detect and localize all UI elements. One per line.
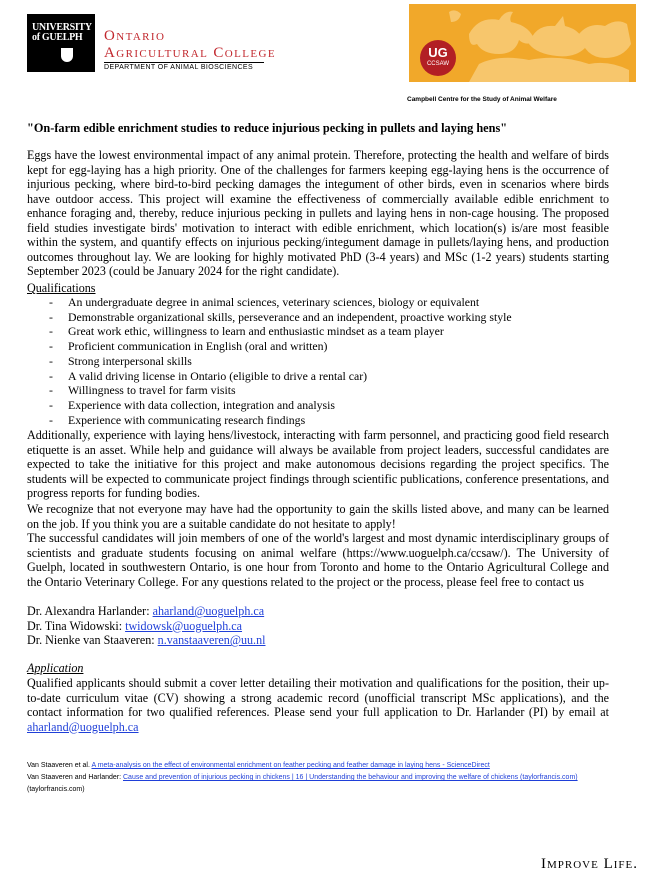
reference-suffix: (taylorfrancis.com) — [27, 786, 85, 793]
additionally-paragraph: Additionally, experience with laying hens/livestock, interacting with farm personnel, and practicing good field research etiquette is an asset. While help and guidance will always be available from project leaders, successful candidates are expected to take the initiative for this project and make autonomous decisions regarding the project specifics. The students will be expected to communicate project findings through scientific publications, conference presentations, and progress reports for funding bodies. — [27, 428, 609, 500]
contact-email-link[interactable]: twidowsk@uoguelph.ca — [125, 618, 243, 633]
contact-row — [27, 619, 242, 634]
bullet-dash: - — [49, 295, 53, 309]
contact-row — [27, 633, 266, 648]
application-email-link[interactable]: aharland@uoguelph.ca — [27, 719, 139, 734]
page-title: "On-farm edible enrichment studies to reduce injurious pecking in pullets and laying hens" — [27, 121, 508, 135]
improve-life-slogan: Improve Life. — [541, 856, 638, 872]
qualification-text: Willingness to travel for farm visits — [68, 383, 236, 398]
bullet-dash: - — [49, 353, 53, 368]
qualification-text: Demonstrable organizational skills, perseverance and an independent, proactive working style — [68, 309, 512, 324]
reference-link[interactable]: Cause and prevention of injurious pecking in chickens | 16 | Understanding the behaviour and improving the welfare of chickens (taylorfrancis.com) — [123, 774, 578, 781]
ccsaw-logo-acronym: CCSAW — [426, 61, 450, 67]
reference-link[interactable]: A meta-analysis on the effect of environmental enrichment on feather pecking and feather damage in laying hens - ScienceDirect — [91, 762, 490, 769]
intro-paragraph: Eggs have the lowest environmental impact of any animal protein. Therefore, protecting the health and welfare of birds kept for egg-laying has a high priority. One of the challenges for farmers keeping egg-laying hens is the occurrence of injurious pecking, where bird-to-bird pecking damages the integument of other birds, even in scenarios where birds have outdoor access. This project will examine the effectiveness of commercially available edible enrichment to enhance foraging and, thereby, reduce injurious pecking in pullets and laying hens in non-cage housing. The proposed field studies investigate birds' motivation to interact with edible enrichment, which location(s) is/are most feasible within the system, and quantify effects on injurious pecking/integument damage in pullets/laying hens, and production outcomes throughout lay. We are looking for highly motivated PhD (3-4 years) and MSc (1-2 years) students starting September 2023 (could be January 2024 for the right candidate). — [27, 148, 609, 278]
recognize-paragraph: We recognize that not everyone may have had the opportunity to gain the skills listed above, and many can be learned on the job. If you think you are a suitable candidate do not hesitate to apply! — [27, 502, 609, 531]
contact-name: Dr. Nienke van Staaveren: — [27, 633, 158, 648]
college-name-line1: Ontario — [104, 28, 166, 44]
bullet-dash: - — [49, 339, 53, 354]
contact-email-link[interactable]: aharland@uoguelph.ca — [152, 604, 265, 618]
contact-email-link[interactable]: n.vanstaaveren@uu.nl — [157, 633, 266, 648]
qualification-text: Experience with communicating research findings — [68, 412, 306, 427]
reference-item — [27, 760, 627, 772]
reference-prefix: Van Staaveren and Harlander: — [27, 774, 123, 781]
bullet-dash: - — [49, 412, 53, 427]
ccsaw-logo-ug: UG — [428, 45, 448, 60]
contact-row — [27, 604, 264, 619]
college-name-line2: Agricultural College — [104, 45, 276, 61]
qualification-text: A valid driving license in Ontario (eligible to drive a rental car) — [68, 368, 368, 383]
college-name — [104, 28, 276, 62]
bullet-dash: - — [49, 309, 53, 324]
header-divider — [104, 62, 264, 63]
university-of-guelph-logo — [27, 14, 95, 72]
department-name: DEPARTMENT OF ANIMAL BIOSCIENCES — [104, 64, 254, 71]
qualification-text: Proficient communication in English (oral and written) — [68, 339, 328, 354]
contact-name: Dr. Alexandra Harlander: — [27, 604, 153, 618]
qualification-text: Experience with data collection, integration and analysis — [68, 397, 335, 412]
contact-name: Dr. Tina Widowski: — [27, 618, 126, 633]
qualification-text: Strong interpersonal skills — [68, 353, 192, 368]
application-heading: Application — [27, 661, 84, 675]
reference-prefix: Van Staaveren et al. — [27, 762, 92, 769]
bullet-dash: - — [49, 397, 53, 412]
animal-silhouette-banner — [409, 4, 636, 82]
bullet-dash: - — [49, 324, 53, 339]
application-paragraph — [27, 676, 609, 734]
successful-candidates-paragraph: The successful candidates will join members of one of the world's largest and most dynamic interdisciplinary groups of scientists and graduate students focusing on animal welfare (https://www.uoguelph.ca/ccsaw/). The University of Guelph, located in southwestern Ontario, is one hour from Toronto and home to the Ontario Agricultural College and the Ontario Veterinary College. For any questions related to the project or the process, please feel free to contact us — [27, 531, 609, 589]
qualifications-heading: Qualifications — [27, 281, 96, 295]
campbell-centre-caption: Campbell Centre for the Study of Animal Welfare — [407, 96, 557, 103]
application-text: Qualified applicants should submit a cover letter detailing their motivation and qualifications for the position, their up-to-date curriculum vitae (CV) showing a strong academic record (unofficial transcript MSc applications), and the contact information for two qualified references. Please send your full application to Dr. Harlander (PI) by email at — [27, 676, 609, 719]
bullet-dash: - — [49, 383, 53, 398]
qualification-text: An undergraduate degree in animal sciences, veterinary sciences, biology or equivalent — [68, 295, 480, 309]
reference-item — [27, 772, 627, 796]
shield-icon — [61, 48, 73, 62]
ccsaw-logo — [420, 40, 456, 76]
qualification-text: Great work ethic, willingness to learn and enthusiastic mindset as a team player — [68, 324, 444, 339]
university-logo-text: UNIVERSITY of GUELPH — [32, 22, 92, 43]
bullet-dash: - — [49, 368, 53, 383]
